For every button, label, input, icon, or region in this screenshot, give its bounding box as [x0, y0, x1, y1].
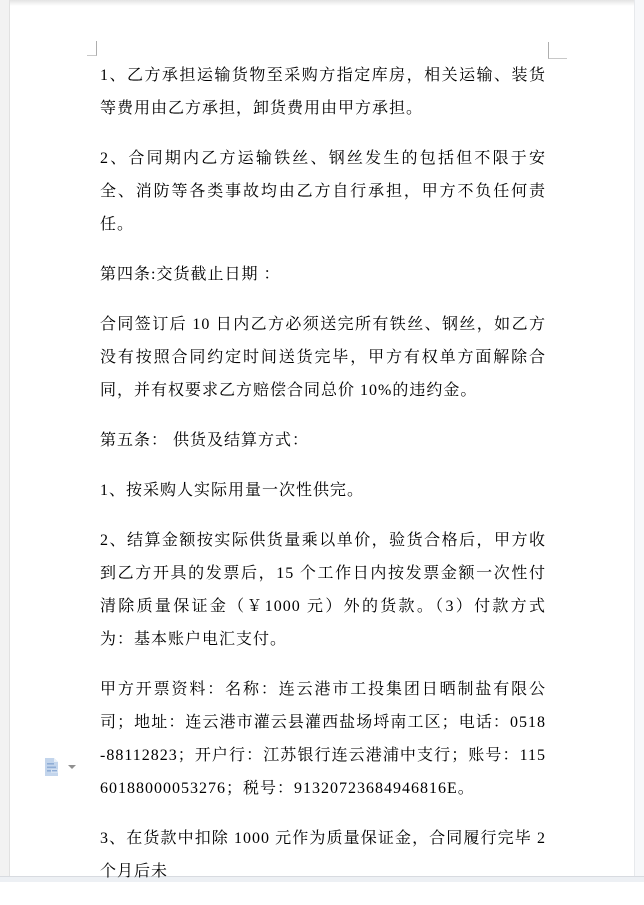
paragraph-delivery-cost[interactable]: 1、乙方承担运输货物至采购方指定库房，相关运输、装货等费用由乙方承担，卸货费用由甲方承担。 — [100, 67, 546, 117]
paste-document-icon — [44, 757, 59, 777]
text-boundary-mark-top-left-icon — [87, 41, 97, 56]
canvas-right-margin — [634, 0, 644, 876]
chevron-down-icon — [68, 765, 76, 769]
paragraph-supply-once[interactable]: 1、按采购人实际用量一次性供完。 — [100, 482, 365, 499]
document-text-area[interactable] — [100, 59, 546, 905]
paragraph-quality-deposit[interactable]: 3、在货款中扣除 1000 元作为质量保证金，合同履行完毕 2 个月后未 — [100, 830, 546, 880]
heading-clause-4[interactable]: 第四条:交货截止日期 ： — [100, 266, 281, 283]
heading-clause-5[interactable]: 第五条： 供货及结算方式： — [100, 432, 310, 449]
page-top-edge — [0, 0, 644, 6]
canvas-left-margin — [0, 0, 10, 876]
paragraph-delivery-deadline[interactable]: 合同签订后 10 日内乙方必须送完所有铁丝、钢丝，如乙方没有按照合同约定时间送货完毕，甲方有权单方面解除合同，并有权要求乙方赔偿合同总价 10%的违约金。 — [100, 316, 546, 399]
paragraph-invoice-info[interactable]: 甲方开票资料：名称：连云港市工投集团日晒制盐有限公司；地址：连云港市灌云县灌西盐场埒南工区；电话：0518-88112823；开户行：江苏银行连云港浦中支行；账号：11560188000053276；税号：91320723684946816E。 — [100, 681, 546, 797]
paragraph-settlement[interactable]: 2、结算金额按实际供货量乘以单价，验货合格后，甲方收到乙方开具的发票后，15 个工作日内按发票金额一次性付清除质量保证金（￥1000 元）外的货款。（3）付款方式为：基本账户电汇支付。 — [100, 532, 546, 648]
paste-options-button[interactable] — [44, 757, 76, 777]
text-boundary-mark-top-right-icon — [548, 42, 567, 59]
paragraph-transport-liability[interactable]: 2、合同期内乙方运输铁丝、钢丝发生的包括但不限于安全、消防等各类事故均由乙方自行承担，甲方不负任何责任。 — [100, 150, 546, 233]
